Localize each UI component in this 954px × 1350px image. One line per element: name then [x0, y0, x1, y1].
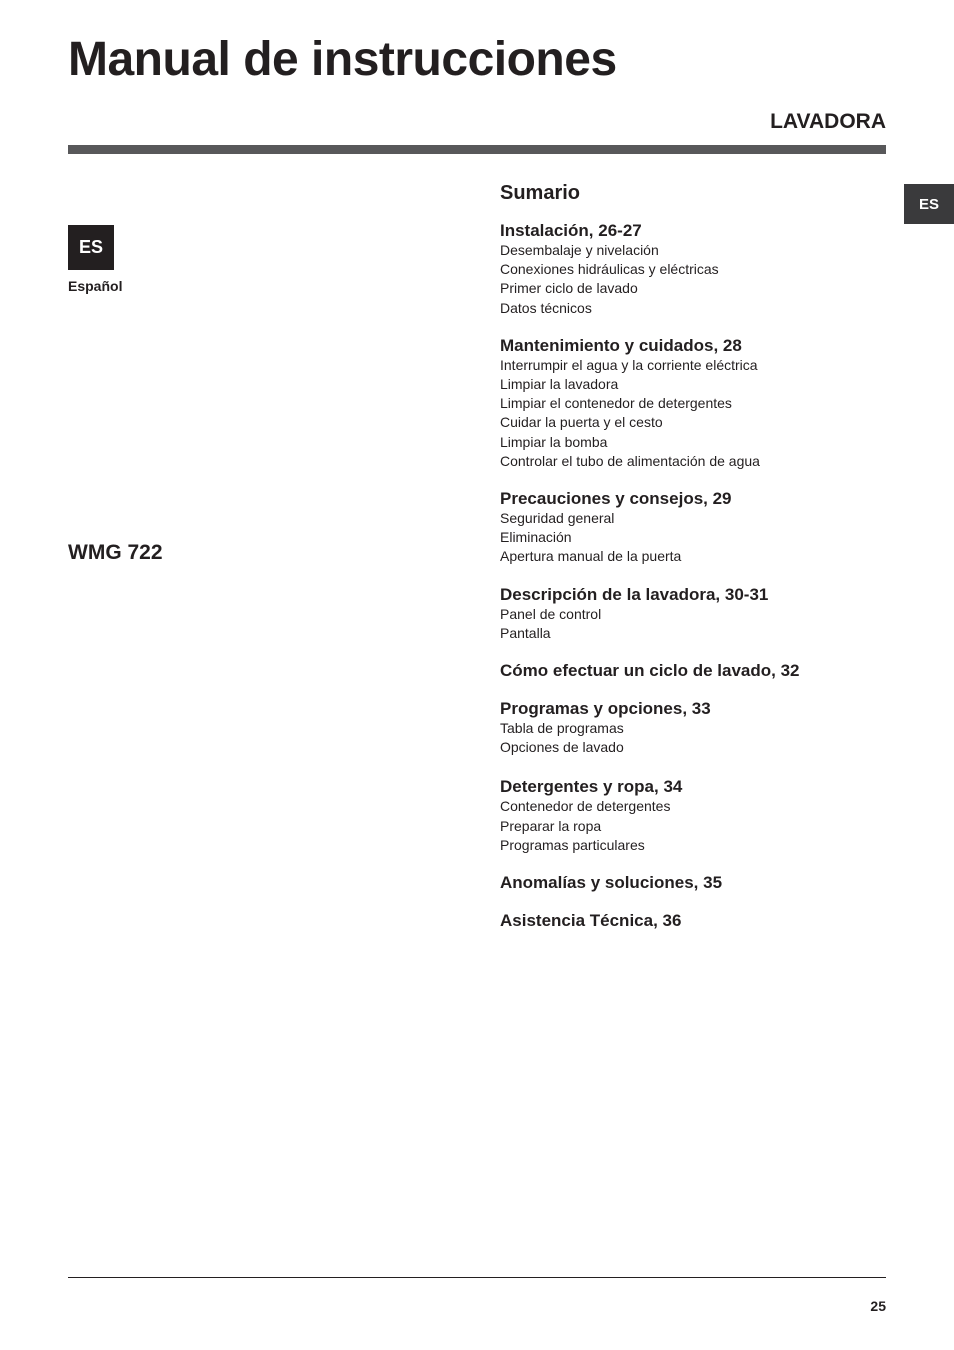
toc-item-list — [500, 356, 900, 471]
toc-item-list — [500, 719, 900, 757]
language-side-tab: ES — [904, 184, 954, 224]
toc-section-heading: Cómo efectuar un ciclo de lavado, 32 — [500, 661, 800, 681]
toc-section — [500, 488, 900, 567]
toc-item: Panel de control — [500, 605, 602, 622]
toc-section — [500, 776, 900, 855]
toc-section-heading: Precauciones y consejos, 29 — [500, 489, 732, 509]
toc-title: Sumario — [500, 182, 581, 204]
toc-item: Limpiar el contenedor de detergentes — [500, 395, 732, 412]
toc-item: Tabla de programas — [500, 720, 624, 737]
toc-section — [500, 584, 900, 643]
toc-item: Contenedor de detergentes — [500, 798, 671, 815]
page-title: Manual de instrucciones — [68, 33, 617, 86]
toc-item: Limpiar la lavadora — [500, 376, 619, 393]
toc-section-heading: Instalación, 26-27 — [500, 221, 642, 240]
toc-item-list — [500, 605, 900, 643]
toc-item-list — [500, 797, 900, 855]
toc-item: Desembalaje y nivelación — [500, 242, 659, 258]
toc-item: Limpiar la bomba — [500, 433, 608, 450]
language-name: Español — [68, 278, 123, 294]
toc-item: Seguridad general — [500, 510, 615, 527]
toc-section — [500, 660, 900, 681]
toc-section — [500, 698, 900, 757]
toc-section-heading: Mantenimiento y cuidados, 28 — [500, 335, 742, 355]
toc-sections — [500, 220, 900, 931]
toc-section — [500, 910, 900, 931]
toc-section-heading: Programas y opciones, 33 — [500, 699, 711, 719]
toc-item: Datos técnicos — [500, 299, 592, 316]
toc-section — [500, 872, 900, 893]
toc-section-heading: Detergentes y ropa, 34 — [500, 777, 683, 797]
model-number: WMG 722 — [68, 541, 163, 564]
toc-item: Preparar la ropa — [500, 817, 602, 834]
toc-item: Interrumpir el agua y la corriente eléctrica — [500, 356, 758, 373]
toc-item: Pantalla — [500, 624, 551, 641]
toc-section-heading: Anomalías y soluciones, 35 — [500, 873, 723, 893]
language-badge: ES — [68, 225, 114, 270]
footer-divider — [68, 1277, 886, 1278]
toc-section-heading: Descripción de la lavadora, 30-31 — [500, 584, 769, 604]
product-type-label: LAVADORA — [770, 110, 886, 133]
toc-item: Cuidar la puerta y el cesto — [500, 414, 663, 431]
page-number: 25 — [870, 1298, 886, 1314]
toc-item: Controlar el tubo de alimentación de agua — [500, 452, 760, 469]
toc-item: Programas particulares — [500, 836, 645, 853]
toc-item-list — [500, 509, 900, 567]
header-divider — [68, 145, 886, 154]
table-of-contents — [500, 180, 900, 948]
toc-item: Opciones de lavado — [500, 739, 624, 756]
toc-section — [500, 220, 900, 318]
toc-section-heading: Asistencia Técnica, 36 — [500, 911, 682, 931]
toc-item: Eliminación — [500, 529, 572, 546]
toc-item: Primer ciclo de lavado — [500, 280, 638, 297]
toc-item: Conexiones hidráulicas y eléctricas — [500, 261, 719, 278]
toc-item-list — [500, 241, 900, 318]
toc-section — [500, 335, 900, 471]
toc-item: Apertura manual de la puerta — [500, 548, 682, 565]
